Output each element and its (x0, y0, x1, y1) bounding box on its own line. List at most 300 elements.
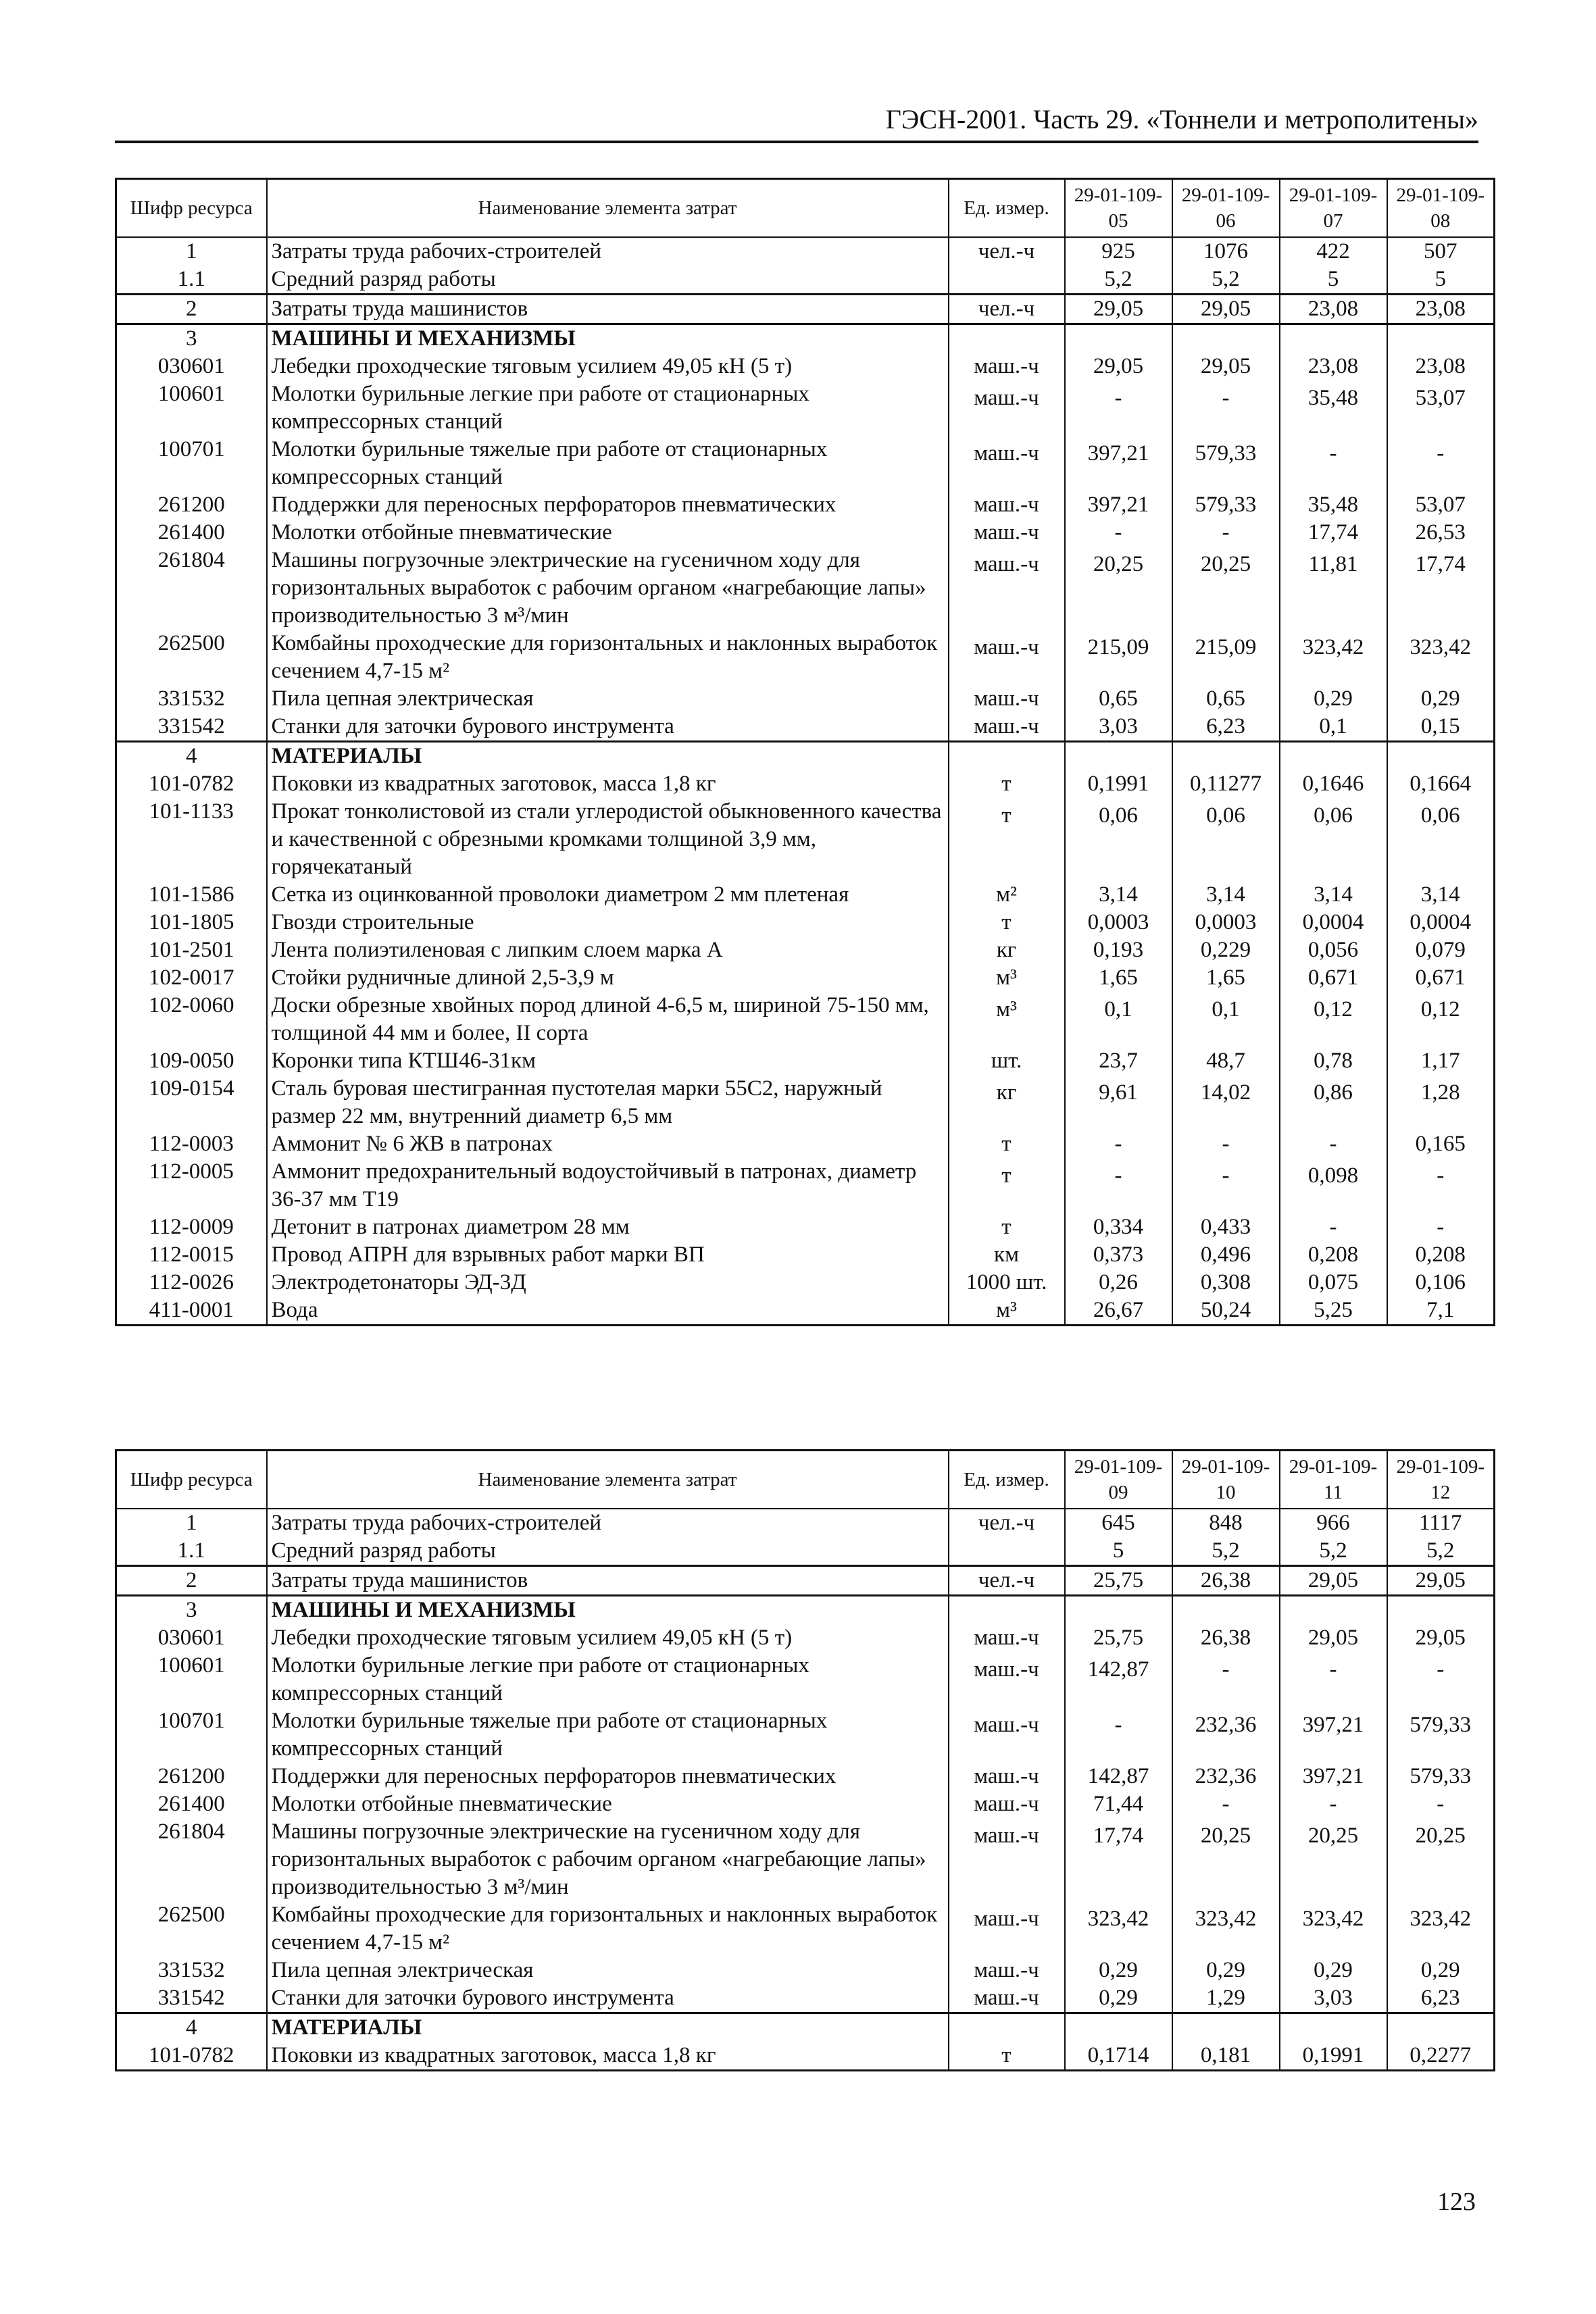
value-cell: 323,42 (1387, 630, 1495, 685)
table-row (116, 353, 1495, 380)
value-cell: 0,193 (1065, 936, 1172, 964)
unit-cell (949, 1596, 1065, 1625)
value-cell: - (1280, 1790, 1387, 1818)
resource-name-cell: Пила цепная электрическая (267, 685, 949, 713)
resource-name-cell: МАШИНЫ И МЕХАНИЗМЫ (267, 324, 949, 353)
table-body (116, 1509, 1495, 2071)
resource-name-cell: Молотки бурильные легкие при работе от стационарных компрессорных станций (267, 1652, 949, 1707)
value-cell (1065, 324, 1172, 353)
resource-code-cell: 1 (116, 237, 267, 266)
value-cell: 0,671 (1387, 964, 1495, 992)
table-row (116, 1707, 1495, 1763)
value-cell: 6,23 (1172, 713, 1280, 742)
resource-name-cell: Средний разряд работы (267, 266, 949, 295)
table-row (116, 770, 1495, 798)
value-cell: 0,0003 (1065, 909, 1172, 936)
value-cell: 5,2 (1387, 1537, 1495, 1566)
unit-cell: чел.-ч (949, 1566, 1065, 1596)
value-cell: 23,08 (1387, 295, 1495, 324)
col-header-name: Наименование элемента затрат (267, 179, 949, 238)
value-cell: 323,42 (1387, 1901, 1495, 1957)
value-cell: - (1280, 1213, 1387, 1241)
value-cell: 215,09 (1065, 630, 1172, 685)
unit-cell: маш.-ч (949, 547, 1065, 630)
table-row (116, 1763, 1495, 1790)
resource-code-cell: 331542 (116, 1984, 267, 2013)
value-cell: 0,1991 (1065, 770, 1172, 798)
unit-cell: т (949, 798, 1065, 881)
resource-name-cell: Сетка из оцинкованной проволоки диаметром 2 мм плетеная (267, 881, 949, 909)
unit-cell: шт. (949, 1047, 1065, 1075)
unit-cell: км (949, 1241, 1065, 1269)
resource-name-cell: Аммонит № 6 ЖВ в патронах (267, 1130, 949, 1158)
value-cell (1280, 2013, 1387, 2042)
value-cell: 0,208 (1387, 1241, 1495, 1269)
resource-name-cell: Комбайны проходческие для горизонтальных и наклонных выработок сечением 4,7-15 м² (267, 1901, 949, 1957)
resource-code-cell: 261200 (116, 491, 267, 519)
value-cell: 1117 (1387, 1509, 1495, 1537)
table-row (116, 491, 1495, 519)
value-cell: 0,1664 (1387, 770, 1495, 798)
value-cell (1172, 1596, 1280, 1625)
value-cell: 0,671 (1280, 964, 1387, 992)
value-cell: 29,05 (1280, 1624, 1387, 1652)
value-cell: 23,08 (1280, 353, 1387, 380)
resource-code-cell: 261400 (116, 1790, 267, 1818)
section-row (116, 324, 1495, 353)
value-cell: 579,33 (1172, 436, 1280, 491)
unit-cell: маш.-ч (949, 685, 1065, 713)
resource-table-1 (115, 178, 1495, 1326)
value-cell: 323,42 (1065, 1901, 1172, 1957)
value-cell: 3,03 (1280, 1984, 1387, 2013)
value-cell: 0,208 (1280, 1241, 1387, 1269)
table-row (116, 798, 1495, 881)
resource-name-cell: Лебедки проходческие тяговым усилием 49,05 кН (5 т) (267, 353, 949, 380)
value-cell: 0,373 (1065, 1241, 1172, 1269)
value-cell: 0,65 (1172, 685, 1280, 713)
unit-cell: маш.-ч (949, 380, 1065, 436)
value-cell: 0,06 (1280, 798, 1387, 881)
resource-code-cell: 112-0026 (116, 1269, 267, 1297)
table-row (116, 992, 1495, 1047)
resource-code-cell: 109-0154 (116, 1075, 267, 1130)
col-header-norm: 29-01-109-07 (1280, 179, 1387, 238)
resource-code-cell: 1.1 (116, 266, 267, 295)
resource-name-cell: Молотки отбойные пневматические (267, 519, 949, 547)
value-cell: 0,496 (1172, 1241, 1280, 1269)
resource-code-cell: 112-0003 (116, 1130, 267, 1158)
value-cell: 11,81 (1280, 547, 1387, 630)
table-body (116, 237, 1495, 1326)
resource-code-cell: 101-0782 (116, 2042, 267, 2071)
value-cell: 0,11277 (1172, 770, 1280, 798)
unit-cell: т (949, 1213, 1065, 1241)
value-cell (1172, 742, 1280, 771)
table-row (116, 2042, 1495, 2071)
value-cell: - (1387, 1790, 1495, 1818)
resource-name-cell: Затраты труда рабочих-строителей (267, 1509, 949, 1537)
value-cell: 0,0003 (1172, 909, 1280, 936)
col-header-code: Шифр ресурса (116, 1451, 267, 1509)
table-row (116, 1213, 1495, 1241)
value-cell: 0,308 (1172, 1269, 1280, 1297)
table-row (116, 1566, 1495, 1596)
value-cell: - (1065, 380, 1172, 436)
resource-code-cell: 2 (116, 1566, 267, 1596)
value-cell: 323,42 (1280, 630, 1387, 685)
resource-code-cell: 100701 (116, 1707, 267, 1763)
resource-code-cell: 261200 (116, 1763, 267, 1790)
resource-code-cell: 411-0001 (116, 1297, 267, 1326)
value-cell: 5,2 (1065, 266, 1172, 295)
unit-cell: маш.-ч (949, 1957, 1065, 1984)
unit-cell (949, 1537, 1065, 1566)
resource-name-cell: Затраты труда машинистов (267, 1566, 949, 1596)
value-cell: 53,07 (1387, 380, 1495, 436)
section-row (116, 742, 1495, 771)
value-cell: 25,75 (1065, 1624, 1172, 1652)
unit-cell: чел.-ч (949, 237, 1065, 266)
unit-cell: маш.-ч (949, 1790, 1065, 1818)
value-cell: - (1172, 1130, 1280, 1158)
value-cell: 0,1 (1280, 713, 1387, 742)
value-cell: 0,098 (1280, 1158, 1387, 1213)
header-title: ГЭСН-2001. Часть 29. «Тоннели и метрополитены» (885, 104, 1478, 134)
value-cell: 0,12 (1280, 992, 1387, 1047)
value-cell: 29,05 (1065, 295, 1172, 324)
value-cell: - (1065, 1158, 1172, 1213)
value-cell: 645 (1065, 1509, 1172, 1537)
unit-cell: т (949, 1158, 1065, 1213)
value-cell (1172, 324, 1280, 353)
table-row (116, 1509, 1495, 1537)
col-header-norm: 29-01-109-05 (1065, 179, 1172, 238)
value-cell: 0,29 (1387, 1957, 1495, 1984)
resource-code-cell: 101-0782 (116, 770, 267, 798)
value-cell: 20,25 (1172, 1818, 1280, 1901)
unit-cell: маш.-ч (949, 436, 1065, 491)
resource-code-cell: 331532 (116, 685, 267, 713)
resource-name-cell: Поковки из квадратных заготовок, масса 1,8 кг (267, 770, 949, 798)
value-cell: 23,08 (1387, 353, 1495, 380)
unit-cell: маш.-ч (949, 630, 1065, 685)
value-cell: 3,03 (1065, 713, 1172, 742)
unit-cell: т (949, 770, 1065, 798)
col-header-norm: 29-01-109-10 (1172, 1451, 1280, 1509)
value-cell: 29,05 (1065, 353, 1172, 380)
table-row (116, 713, 1495, 742)
value-cell: 7,1 (1387, 1297, 1495, 1326)
resource-code-cell: 112-0005 (116, 1158, 267, 1213)
value-cell: 397,21 (1280, 1707, 1387, 1763)
resource-code-cell: 1.1 (116, 1537, 267, 1566)
unit-cell: маш.-ч (949, 1901, 1065, 1957)
unit-cell: маш.-ч (949, 1984, 1065, 2013)
value-cell: 29,05 (1387, 1566, 1495, 1596)
resource-code-cell: 261400 (116, 519, 267, 547)
value-cell (1065, 2013, 1172, 2042)
resource-name-cell: Молотки бурильные тяжелые при работе от стационарных компрессорных станций (267, 436, 949, 491)
value-cell: 5,25 (1280, 1297, 1387, 1326)
value-cell: 0,86 (1280, 1075, 1387, 1130)
table-row (116, 1537, 1495, 1566)
resource-name-cell: Молотки бурильные тяжелые при работе от стационарных компрессорных станций (267, 1707, 949, 1763)
value-cell: 0,056 (1280, 936, 1387, 964)
unit-cell: м² (949, 881, 1065, 909)
unit-cell: маш.-ч (949, 1818, 1065, 1901)
value-cell: - (1172, 1652, 1280, 1707)
value-cell: 142,87 (1065, 1652, 1172, 1707)
value-cell: 0,65 (1065, 685, 1172, 713)
value-cell: 0,229 (1172, 936, 1280, 964)
table-row (116, 909, 1495, 936)
unit-cell: чел.-ч (949, 1509, 1065, 1537)
value-cell: 17,74 (1065, 1818, 1172, 1901)
resource-code-cell: 101-2501 (116, 936, 267, 964)
table-row (116, 936, 1495, 964)
resource-code-cell: 100601 (116, 1652, 267, 1707)
value-cell: 23,08 (1280, 295, 1387, 324)
value-cell: 848 (1172, 1509, 1280, 1537)
resource-code-cell: 4 (116, 742, 267, 771)
value-cell: - (1387, 436, 1495, 491)
unit-cell: м³ (949, 1297, 1065, 1326)
resource-code-cell: 331542 (116, 713, 267, 742)
unit-cell (949, 2013, 1065, 2042)
table-row (116, 964, 1495, 992)
value-cell: 232,36 (1172, 1763, 1280, 1790)
resource-name-cell: МАТЕРИАЛЫ (267, 2013, 949, 2042)
table-row (116, 547, 1495, 630)
unit-cell: кг (949, 1075, 1065, 1130)
value-cell: 215,09 (1172, 630, 1280, 685)
value-cell (1387, 1596, 1495, 1625)
table-header-row (116, 179, 1495, 238)
value-cell: 422 (1280, 237, 1387, 266)
value-cell: 0,26 (1065, 1269, 1172, 1297)
resource-name-cell: Станки для заточки бурового инструмента (267, 1984, 949, 2013)
value-cell: 0,1646 (1280, 770, 1387, 798)
value-cell: 925 (1065, 237, 1172, 266)
resource-code-cell: 102-0060 (116, 992, 267, 1047)
page-header (115, 103, 1478, 143)
value-cell: 50,24 (1172, 1297, 1280, 1326)
value-cell: 0,0004 (1280, 909, 1387, 936)
unit-cell: маш.-ч (949, 1707, 1065, 1763)
value-cell: 26,67 (1065, 1297, 1172, 1326)
value-cell: 0,29 (1065, 1984, 1172, 2013)
value-cell: 1,65 (1065, 964, 1172, 992)
resource-code-cell: 2 (116, 295, 267, 324)
table-row (116, 630, 1495, 685)
resource-code-cell: 3 (116, 324, 267, 353)
resource-table-2 (115, 1449, 1495, 2071)
value-cell: - (1065, 1130, 1172, 1158)
value-cell: 3,14 (1280, 881, 1387, 909)
value-cell: 0,0004 (1387, 909, 1495, 936)
value-cell: 0,075 (1280, 1269, 1387, 1297)
value-cell: 20,25 (1065, 547, 1172, 630)
value-cell: 323,42 (1280, 1901, 1387, 1957)
value-cell: 0,29 (1065, 1957, 1172, 1984)
resource-name-cell: Доски обрезные хвойных пород длиной 4-6,5 м, шириной 75-150 мм, толщиной 44 мм и более, II сорта (267, 992, 949, 1047)
table-row (116, 1818, 1495, 1901)
table-row (116, 1624, 1495, 1652)
unit-cell (949, 324, 1065, 353)
value-cell: - (1172, 1158, 1280, 1213)
resource-code-cell: 262500 (116, 630, 267, 685)
value-cell: 53,07 (1387, 491, 1495, 519)
resource-name-cell: Станки для заточки бурового инструмента (267, 713, 949, 742)
resource-code-cell: 101-1586 (116, 881, 267, 909)
value-cell: 0,29 (1172, 1957, 1280, 1984)
value-cell: 3,14 (1172, 881, 1280, 909)
col-header-norm: 29-01-109-12 (1387, 1451, 1495, 1509)
resource-name-cell: Провод АПРН для взрывных работ марки ВП (267, 1241, 949, 1269)
value-cell: 0,29 (1280, 685, 1387, 713)
unit-cell: т (949, 909, 1065, 936)
value-cell (1065, 1596, 1172, 1625)
value-cell: 20,25 (1172, 547, 1280, 630)
value-cell: - (1387, 1213, 1495, 1241)
resource-name-cell: Гвозди строительные (267, 909, 949, 936)
value-cell: 0,1 (1065, 992, 1172, 1047)
value-cell: - (1280, 1652, 1387, 1707)
resource-name-cell: Поддержки для переносных перфораторов пневматических (267, 491, 949, 519)
value-cell: 5 (1387, 266, 1495, 295)
value-cell: - (1172, 519, 1280, 547)
resource-code-cell: 030601 (116, 353, 267, 380)
col-header-norm: 29-01-109-09 (1065, 1451, 1172, 1509)
value-cell: 0,29 (1387, 685, 1495, 713)
unit-cell: м³ (949, 964, 1065, 992)
value-cell: 0,2277 (1387, 2042, 1495, 2071)
table-row (116, 1130, 1495, 1158)
resource-name-cell: Поддержки для переносных перфораторов пневматических (267, 1763, 949, 1790)
value-cell: 29,05 (1172, 295, 1280, 324)
value-cell: 5 (1065, 1537, 1172, 1566)
value-cell: 26,38 (1172, 1566, 1280, 1596)
value-cell (1280, 742, 1387, 771)
value-cell: 0,15 (1387, 713, 1495, 742)
unit-cell: кг (949, 936, 1065, 964)
col-header-unit: Ед. измер. (949, 179, 1065, 238)
value-cell: 29,05 (1280, 1566, 1387, 1596)
resource-code-cell: 112-0015 (116, 1241, 267, 1269)
resource-name-cell: Машины погрузочные электрические на гусеничном ходу для горизонтальных выработок с рабочим органом «нагребающие лапы» производительностью 3 м³/мин (267, 547, 949, 630)
table-row (116, 1957, 1495, 1984)
table-row (116, 436, 1495, 491)
resource-code-cell: 101-1805 (116, 909, 267, 936)
value-cell: 0,78 (1280, 1047, 1387, 1075)
col-header-name: Наименование элемента затрат (267, 1451, 949, 1509)
value-cell (1387, 2013, 1495, 2042)
unit-cell: м³ (949, 992, 1065, 1047)
value-cell: 0,165 (1387, 1130, 1495, 1158)
value-cell: 0,1991 (1280, 2042, 1387, 2071)
value-cell: 232,36 (1172, 1707, 1280, 1763)
value-cell: 17,74 (1387, 547, 1495, 630)
table-row (116, 266, 1495, 295)
table-row (116, 1075, 1495, 1130)
resource-code-cell: 331532 (116, 1957, 267, 1984)
value-cell: 29,05 (1387, 1624, 1495, 1652)
table-row (116, 237, 1495, 266)
resource-name-cell: Комбайны проходческие для горизонтальных и наклонных выработок сечением 4,7-15 м² (267, 630, 949, 685)
table-row (116, 295, 1495, 324)
value-cell: 0,06 (1172, 798, 1280, 881)
table-row (116, 1984, 1495, 2013)
value-cell: - (1387, 1652, 1495, 1707)
value-cell: - (1065, 1707, 1172, 1763)
value-cell: 0,12 (1387, 992, 1495, 1047)
value-cell (1172, 2013, 1280, 2042)
resource-code-cell: 030601 (116, 1624, 267, 1652)
value-cell: 26,38 (1172, 1624, 1280, 1652)
unit-cell: т (949, 2042, 1065, 2071)
value-cell: 507 (1387, 237, 1495, 266)
value-cell: 5,2 (1280, 1537, 1387, 1566)
table-row (116, 380, 1495, 436)
value-cell: 14,02 (1172, 1075, 1280, 1130)
value-cell: - (1387, 1158, 1495, 1213)
value-cell: 966 (1280, 1509, 1387, 1537)
table-row (116, 1297, 1495, 1326)
resource-name-cell: Лента полиэтиленовая с липким слоем марка А (267, 936, 949, 964)
value-cell (1387, 742, 1495, 771)
col-header-norm: 29-01-109-11 (1280, 1451, 1387, 1509)
value-cell: 0,06 (1387, 798, 1495, 881)
value-cell: 35,48 (1280, 491, 1387, 519)
resource-code-cell: 100701 (116, 436, 267, 491)
table-row (116, 685, 1495, 713)
value-cell: 397,21 (1280, 1763, 1387, 1790)
resource-code-cell: 4 (116, 2013, 267, 2042)
value-cell: 20,25 (1387, 1818, 1495, 1901)
value-cell: 0,079 (1387, 936, 1495, 964)
resource-name-cell: Детонит в патронах диаметром 28 мм (267, 1213, 949, 1241)
col-header-unit: Ед. измер. (949, 1451, 1065, 1509)
table-row (116, 1652, 1495, 1707)
resource-name-cell: Машины погрузочные электрические на гусеничном ходу для горизонтальных выработок с рабочим органом «нагребающие лапы» производительностью 3 м³/мин (267, 1818, 949, 1901)
value-cell: 6,23 (1387, 1984, 1495, 2013)
value-cell: 25,75 (1065, 1566, 1172, 1596)
value-cell: 29,05 (1172, 353, 1280, 380)
value-cell: 5 (1280, 266, 1387, 295)
value-cell: - (1280, 1130, 1387, 1158)
value-cell: 17,74 (1280, 519, 1387, 547)
value-cell: 0,433 (1172, 1213, 1280, 1241)
value-cell: 397,21 (1065, 436, 1172, 491)
resource-name-cell: Средний разряд работы (267, 1537, 949, 1566)
resource-code-cell: 100601 (116, 380, 267, 436)
value-cell: 0,1 (1172, 992, 1280, 1047)
resource-code-cell: 101-1133 (116, 798, 267, 881)
resource-name-cell: Прокат тонколистовой из стали углеродистой обыкновенного качества и качественной с обрезными кромками толщиной 3,9 мм, горячекатаный (267, 798, 949, 881)
resource-name-cell: Аммонит предохранительный водоустойчивый в патронах, диаметр 36-37 мм Т19 (267, 1158, 949, 1213)
table-row (116, 1269, 1495, 1297)
value-cell: 48,7 (1172, 1047, 1280, 1075)
resource-name-cell: Затраты труда рабочих-строителей (267, 237, 949, 266)
value-cell: 0,1714 (1065, 2042, 1172, 2071)
resource-code-cell: 102-0017 (116, 964, 267, 992)
resource-code-cell: 1 (116, 1509, 267, 1537)
unit-cell: маш.-ч (949, 491, 1065, 519)
value-cell: 323,42 (1172, 1901, 1280, 1957)
value-cell: 5,2 (1172, 266, 1280, 295)
value-cell: 1,29 (1172, 1984, 1280, 2013)
